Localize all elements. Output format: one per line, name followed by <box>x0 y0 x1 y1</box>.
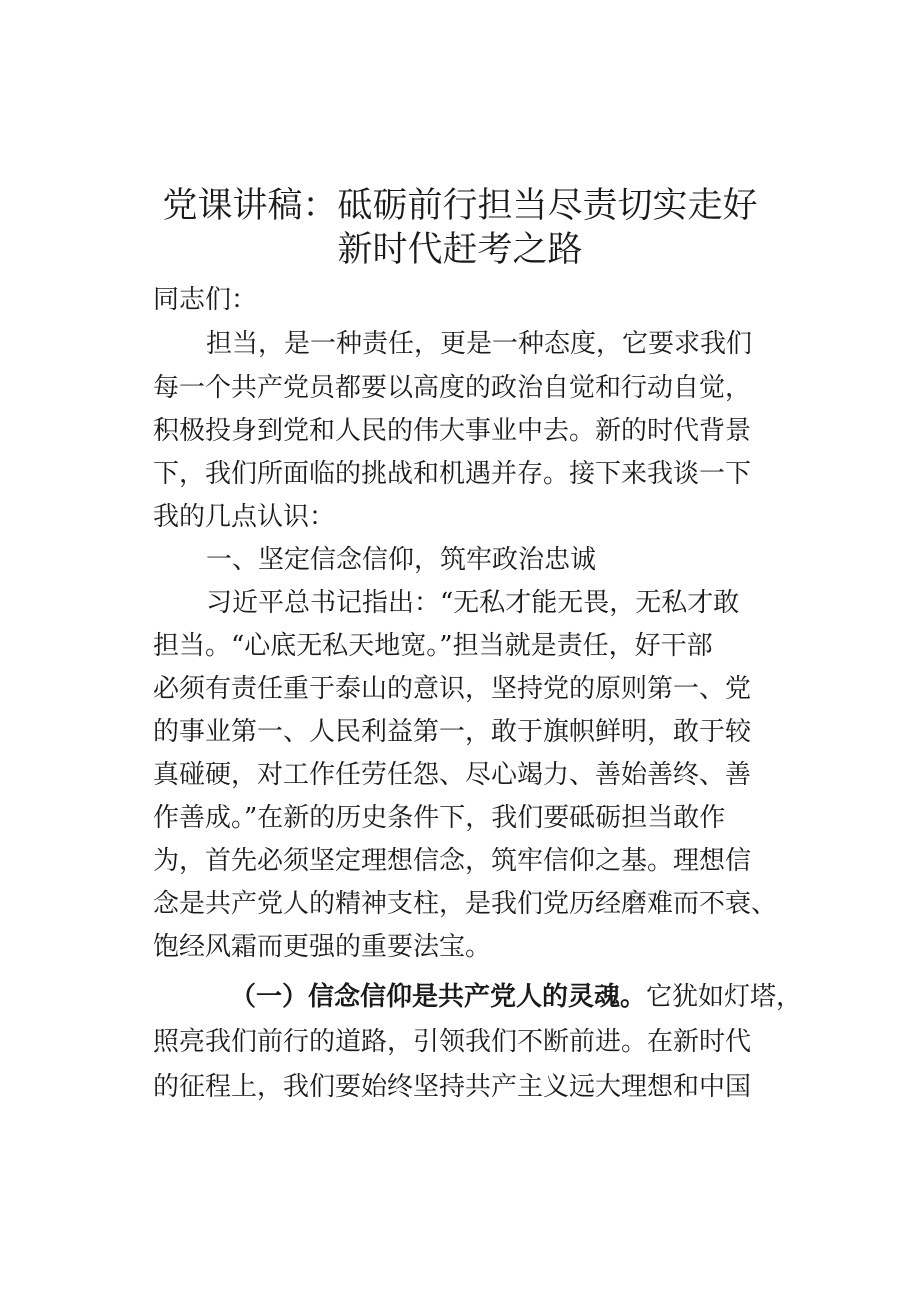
intro-line: 积极投身到党和人民的伟大事业中去。新的时代背景 <box>153 416 752 446</box>
body-line: 必须有责任重于泰山的意识，坚持党的原则第一、党 <box>153 674 752 704</box>
body-line: 作善成。”在新的历史条件下，我们要砥砺担当敢作 <box>153 803 726 833</box>
body-line: 真碰硬，对工作任劳任怨、尽心竭力、善始善终、善 <box>153 760 752 790</box>
body-line: 的征程上，我们要始终坚持共产主义远大理想和中国 <box>153 1072 752 1102</box>
subsection-heading: （一）信念信仰是共产党人的灵魂。 <box>230 982 647 1012</box>
body-line: 照亮我们前行的道路，引领我们不断前进。在新时代 <box>153 1027 752 1057</box>
body-line: 习近平总书记指出：“无私才能无畏，无私才敢 <box>206 588 740 618</box>
body-line: 为，首先必须坚定理想信念，筑牢信仰之基。理想信 <box>153 846 752 876</box>
subsection-text: 它犹如灯塔， <box>646 982 803 1012</box>
body-line: 念是共产党人的精神支柱，是我们党历经磨难而不衰、 <box>153 889 778 919</box>
intro-line: 我的几点认识： <box>153 502 336 532</box>
document-title-line-1: 党课讲稿：砥砺前行担当尽责切实走好 <box>162 186 758 226</box>
salutation: 同志们： <box>153 285 258 315</box>
body-line: 饱经风霜而更强的重要法宝。 <box>153 932 492 962</box>
intro-line: 担当，是一种责任，更是一种态度，它要求我们 <box>206 329 753 359</box>
section-heading: 一、坚定信念信仰，筑牢政治忠诚 <box>206 545 597 575</box>
intro-line: 每一个共产党员都要以高度的政治自觉和行动自觉， <box>153 373 752 403</box>
body-line: 的事业第一、人民利益第一，敢于旗帜鲜明，敢于较 <box>153 717 752 747</box>
subsection-line <box>230 975 802 1019</box>
document-title-line-2: 新时代赶考之路 <box>337 230 583 270</box>
body-line: 担当。“心底无私天地宽。”担当就是责任，好干部 <box>153 631 713 661</box>
intro-line: 下，我们所面临的挑战和机遇并存。接下来我谈一下 <box>153 459 752 489</box>
